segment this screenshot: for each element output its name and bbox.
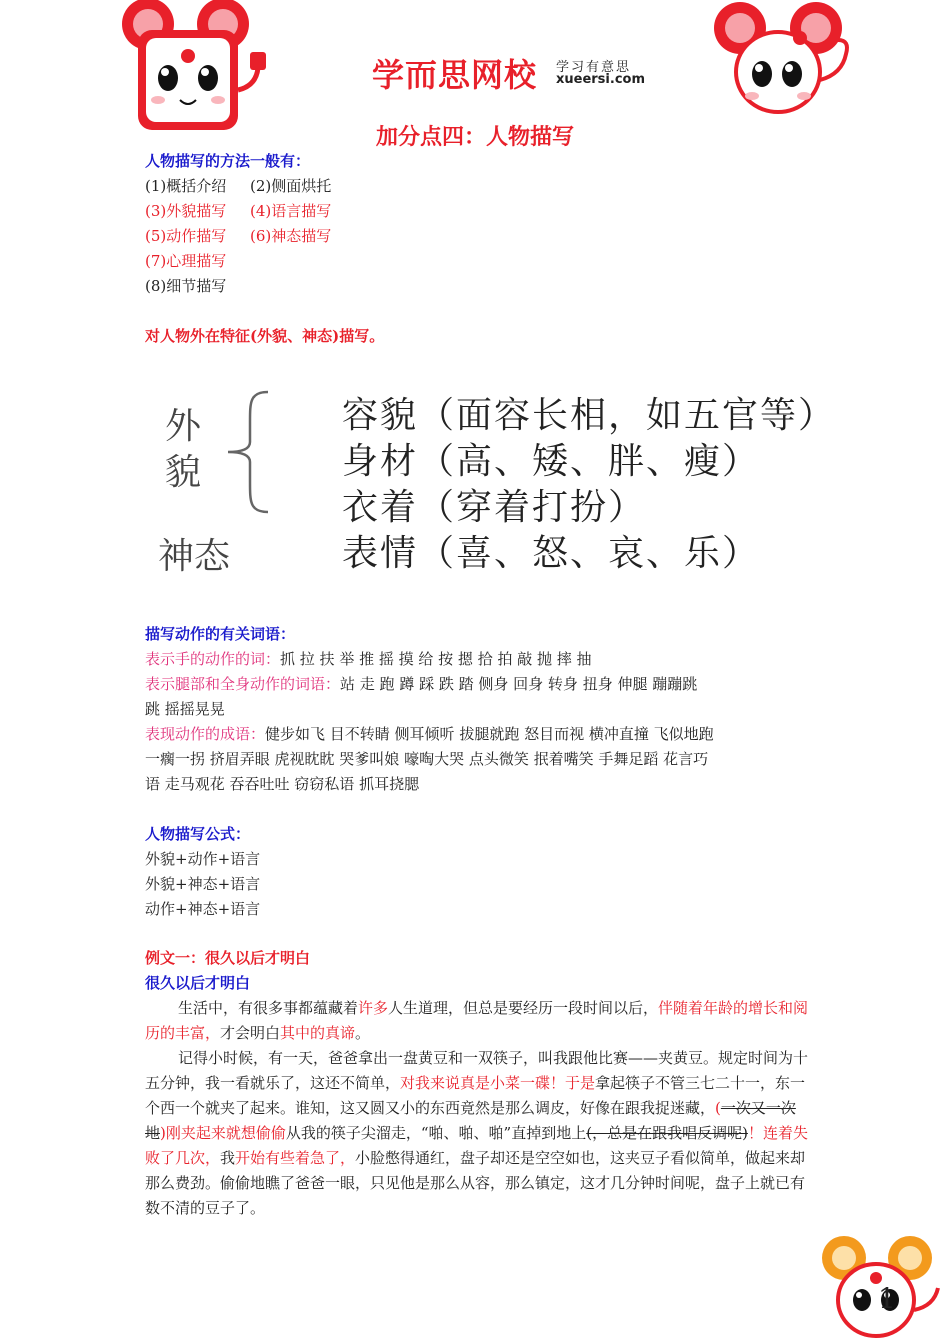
curly-brace-icon — [222, 388, 274, 516]
actions-heading: 描写动作的有关词语： — [145, 625, 296, 643]
appearance-row: 表情（喜、怒、哀、乐） — [342, 533, 761, 574]
brand-name: 学而思网校 — [372, 56, 538, 94]
example-title: 很久以后才明白 — [145, 974, 251, 992]
mascot-mouse-right-icon — [712, 0, 862, 120]
appearance-row: 容貌（面容长相，如五官等） — [342, 395, 837, 436]
method-item: (1)概括介绍 — [145, 177, 227, 195]
formula-line: 外貌+动作+语言 — [145, 850, 261, 868]
appearance-label-char: 貌 — [165, 452, 202, 493]
method-item: (5)动作描写 — [145, 227, 227, 245]
appearance-row: 身材（高、矮、胖、瘦） — [342, 441, 761, 482]
example-paragraph: 生活中，有很多事都蕴藏着许多人生道理，但总是要经历一段时间以后，伴随着年龄的增长和阅历的丰富，才会明白其中的真谛。 — [145, 999, 809, 1042]
idioms-line: 语 走马观花 吞吞吐吐 窃窃私语 抓耳挠腮 — [145, 775, 420, 793]
hand-words-line: 表示手的动作的词：抓 拉 扶 举 推 摇 摸 给 按 摁 拾 拍 敲 抛 摔 抽 — [145, 650, 592, 668]
leg-words-line: 跳 摇摇晃晃 — [145, 700, 225, 718]
idioms-line: 表现动作的成语：健步如飞 目不转睛 侧耳倾听 拔腿就跑 怒目而视 横冲直撞 飞似地跑 — [145, 725, 714, 743]
example-heading: 例文一：很久以后才明白 — [145, 949, 311, 967]
formula-line: 外貌+神态+语言 — [145, 875, 261, 893]
methods-heading: 人物描写的方法一般有： — [145, 152, 311, 170]
formula-line: 动作+神态+语言 — [145, 900, 261, 918]
appearance-label-char: 外 — [165, 406, 202, 447]
example-paragraph: 记得小时候，有一天，爸爸拿出一盘黄豆和一双筷子，叫我跟他比赛——夹黄豆。规定时间为十五分钟，我一看就乐了，这还不简单，对我来说真是小菜一碟！于是拿起筷子不管三七二十一，东一个西一个就夹了起来。谁知，这又圆又小的东西竟然是那么调皮，好像在跟我捉迷藏，(一次又一次地)刚夹起来就想偷偷从我的筷子尖溜走，“啪、啪、啪”直掉到地上(，总是在跟我唱反调呢)！连着失败了几次，我开始有些着急了，小脸憋得通红，盘子却还是空空如也，这夹豆子看似简单，做起来却那么费劲。偷偷地瞧了爸爸一眼，只见他是那么从容，那么镇定，这才几分钟时间呢，盘子上就已有数不清的豆子了。 — [145, 1049, 809, 1217]
method-item: (7)心理描写 — [145, 252, 227, 270]
brand-logo — [372, 50, 537, 96]
brand-domain: xueersi.com — [556, 72, 646, 87]
brand-slogan: 学习有意思 — [556, 60, 632, 75]
leg-words-line: 表示腿部和全身动作的词语：站 走 跑 蹲 踩 跌 踏 侧身 回身 转身 扭身 伸腿 蹦蹦跳 — [145, 675, 698, 693]
page-title: 加分点四：人物描写 — [375, 124, 574, 150]
idioms-line: 一瘸一拐 挤眉弄眼 虎视眈眈 哭爹叫娘 嚎啕大哭 点头微笑 抿着嘴笑 手舞足蹈 花言巧 — [145, 750, 709, 768]
formula-heading: 人物描写公式： — [145, 825, 251, 843]
mascot-plug-left-icon — [108, 0, 273, 135]
appearance-row: 衣着（穿着打扮） — [342, 487, 647, 528]
method-item: (6)神态描写 — [250, 227, 332, 245]
method-item: (8)细节描写 — [145, 277, 227, 295]
expression-label: 神态 — [158, 536, 231, 577]
method-item: (2)侧面烘托 — [250, 177, 332, 195]
method-item: (3)外貌描写 — [145, 202, 227, 220]
page-number: 1 — [878, 1282, 896, 1315]
appearance-heading: 对人物外在特征(外貌、神态)描写。 — [145, 327, 385, 345]
method-item: (4)语言描写 — [250, 202, 332, 220]
